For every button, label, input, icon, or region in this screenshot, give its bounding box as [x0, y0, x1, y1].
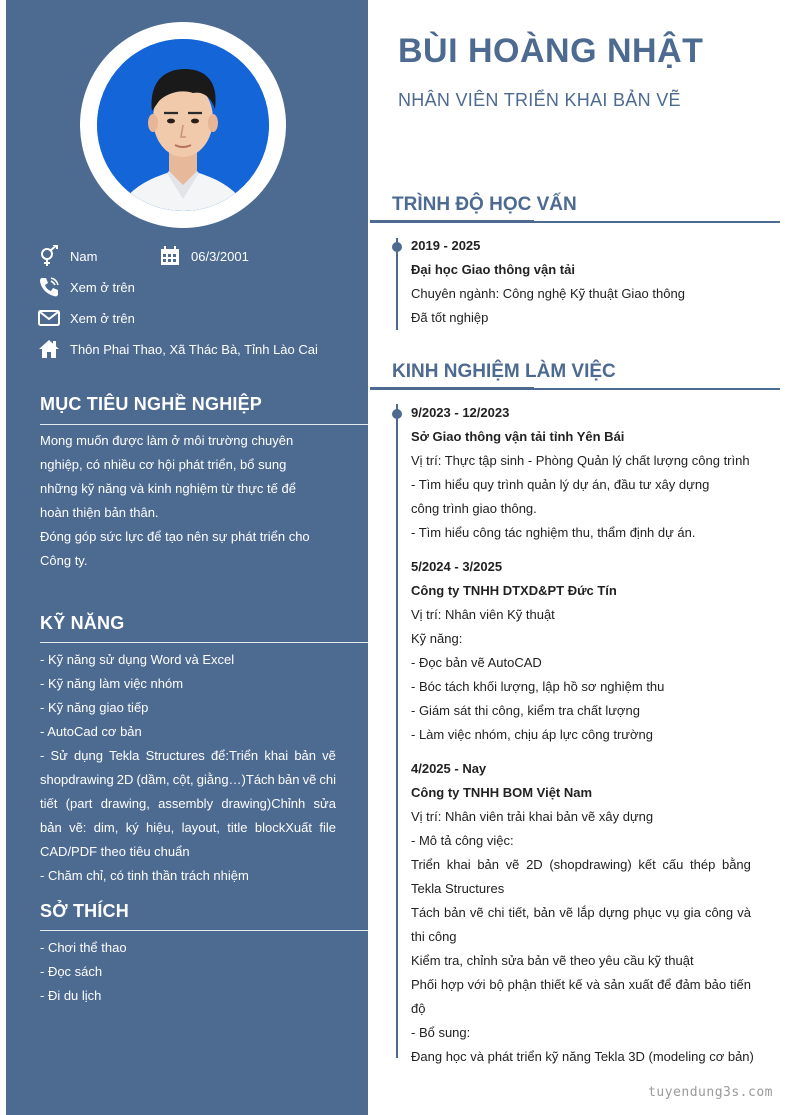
- education-entry: [411, 234, 751, 330]
- address-value: Thôn Phai Thao, Xã Thác Bà, Tỉnh Lào Cai: [70, 341, 318, 357]
- job-detail: - Mô tả công việc:: [411, 833, 514, 848]
- skills-title: KỸ NĂNG: [40, 613, 125, 633]
- phone-icon: [38, 276, 60, 298]
- candidate-role: NHÂN VIÊN TRIỂN KHAI BẢN VẼ: [398, 90, 681, 110]
- gender-value: Nam: [70, 248, 98, 264]
- job-detail: Triển khai bản vẽ 2D (shopdrawing) kết cấu thép bằng: [411, 857, 751, 872]
- objective-line: hoàn thiện bản thân.: [40, 505, 159, 520]
- hobby-item: - Đọc sách: [40, 964, 103, 979]
- job-detail: - Giám sát thi công, kiểm tra chất lượng: [411, 703, 640, 718]
- phone-row: [38, 276, 135, 298]
- job-detail: Phối hợp với bộ phận thiết kế và sản xuất để đảm bảo tiến: [411, 977, 751, 992]
- job-detail: Vị trí: Nhân viên Kỹ thuật: [411, 607, 555, 622]
- education-period: 2019 - 2025: [411, 238, 481, 253]
- avatar: [97, 39, 269, 211]
- mail-icon: [38, 307, 60, 329]
- job-detail: Tekla Structures: [411, 881, 505, 896]
- education-divider: [370, 221, 780, 223]
- objective-line: nghiệp, có nhiều cơ hội phát triển, bổ sung: [40, 457, 287, 472]
- skill-item: - Chăm chỉ, có tinh thần trách nhiệm: [40, 868, 249, 883]
- skills-divider: [40, 642, 368, 643]
- objective-divider: [40, 424, 368, 425]
- job-company: Sở Giao thông vận tải tỉnh Yên Bái: [411, 429, 625, 444]
- gender-icon: [38, 245, 60, 267]
- job-detail: công trình giao thông.: [411, 501, 537, 516]
- education-title: TRÌNH ĐỘ HỌC VẤN: [392, 194, 577, 215]
- sidebar: [6, 0, 368, 1115]
- skills-tail: [40, 840, 336, 888]
- objective-title: MỤC TIÊU NGHỀ NGHIỆP: [40, 394, 263, 414]
- avatar-photo: [97, 39, 269, 211]
- objective-line: những kỹ năng và kinh nghiệm từ thực tế để: [40, 481, 296, 496]
- job-entry: [411, 555, 751, 747]
- skill-item: - Kỹ năng làm việc nhóm: [40, 676, 184, 691]
- address-row: [38, 338, 318, 360]
- education-status: Đã tốt nghiệp: [411, 310, 489, 325]
- email-value: Xem ở trên: [70, 310, 135, 326]
- objective-line: Công ty.: [40, 553, 88, 568]
- site-watermark: tuyendung3s.com: [648, 1085, 773, 1100]
- job-detail: Tách bản vẽ chi tiết, bản vẽ lắp dựng phục vụ gia công và: [411, 905, 751, 920]
- experience-title: KINH NGHIỆM LÀM VIỆC: [392, 361, 616, 382]
- hobby-item: - Đi du lịch: [40, 988, 102, 1003]
- timeline-dot: [392, 409, 402, 419]
- birthday-row: [159, 245, 249, 267]
- job-detail: - Bổ sung:: [411, 1025, 471, 1040]
- hobby-item: - Chơi thể thao: [40, 940, 127, 955]
- skill-item: - Kỹ năng giao tiếp: [40, 700, 149, 715]
- job-detail: độ: [411, 1001, 426, 1016]
- job-detail: Đang học và phát triển kỹ năng Tekla 3D (modeling cơ bản): [411, 1049, 754, 1064]
- objective-text: [40, 429, 350, 573]
- job-entry: [411, 757, 754, 1069]
- home-icon: [38, 338, 60, 360]
- skill-item: - Kỹ năng sử dụng Word và Excel: [40, 652, 235, 667]
- job-detail: Vị trí: Nhân viên trải khai bản vẽ xây dựng: [411, 809, 654, 824]
- skill-item: CAD/PDF theo tiêu chuẩn: [40, 844, 190, 859]
- skill-item: - AutoCad cơ bản: [40, 724, 142, 739]
- objective-line: Mong muốn được làm ở môi trường chuyên: [40, 433, 294, 448]
- job-detail: - Tìm hiểu công tác nghiệm thu, thẩm định dự án.: [411, 525, 696, 540]
- gender-row: [38, 245, 97, 267]
- job-period: 9/2023 - 12/2023: [411, 405, 510, 420]
- objective-line: Đóng góp sức lực để tạo nên sự phát triển cho: [40, 529, 310, 544]
- timeline-dot: [392, 242, 402, 252]
- skill-tekla-line: - Sử dụng Tekla Structures để:Triển khai bản vẽ: [40, 748, 336, 763]
- education-school: Đại học Giao thông vận tải: [411, 262, 575, 277]
- job-detail: Vị trí: Thực tập sinh - Phòng Quản lý chất lượng công trình: [411, 453, 750, 468]
- job-detail: - Bóc tách khối lượng, lập hồ sơ nghiệm thu: [411, 679, 665, 694]
- skills-list: [40, 648, 336, 744]
- hobbies-divider: [40, 930, 368, 931]
- skills-tekla: [40, 744, 336, 840]
- job-detail: - Đọc bản vẽ AutoCAD: [411, 655, 542, 670]
- experience-timeline: [396, 404, 398, 1058]
- birthday-value: 06/3/2001: [191, 248, 249, 264]
- experience-divider: [370, 388, 780, 390]
- education-major: Chuyên ngành: Công nghệ Kỹ thuật Giao thông: [411, 286, 685, 301]
- job-detail: thi công: [411, 929, 457, 944]
- job-entry: [411, 401, 751, 545]
- calendar-icon: [159, 245, 181, 267]
- hobbies-title: SỞ THÍCH: [40, 901, 129, 921]
- job-company: Công ty TNHH DTXD&PT Đức Tín: [411, 583, 617, 598]
- job-period: 5/2024 - 3/2025: [411, 559, 503, 574]
- phone-value: Xem ở trên: [70, 279, 135, 295]
- hobbies-list: [40, 936, 336, 1008]
- job-detail: - Tìm hiểu quy trình quản lý dự án, đầu tư xây dựng: [411, 477, 710, 492]
- job-detail: - Làm việc nhóm, chịu áp lực công trường: [411, 727, 653, 742]
- job-company: Công ty TNHH BOM Việt Nam: [411, 785, 593, 800]
- skill-tekla-line: shopdrawing 2D (dầm, cột, giằng…)Tách bản vẽ chi: [40, 772, 336, 787]
- skill-tekla-line: bản vẽ: dim, ký hiệu, layout, title blockXuất file: [40, 820, 336, 835]
- job-detail: Kiểm tra, chỉnh sửa bản vẽ theo yêu cầu kỹ thuật: [411, 953, 694, 968]
- email-row: [38, 307, 135, 329]
- job-detail: Kỹ năng:: [411, 631, 463, 646]
- candidate-name: BÙI HOÀNG NHẬT: [398, 32, 704, 70]
- job-period: 4/2025 - Nay: [411, 761, 487, 776]
- skill-tekla-line: tiết (part drawing, assembly drawing)Chỉnh sửa: [40, 796, 336, 811]
- avatar-frame: [80, 22, 286, 228]
